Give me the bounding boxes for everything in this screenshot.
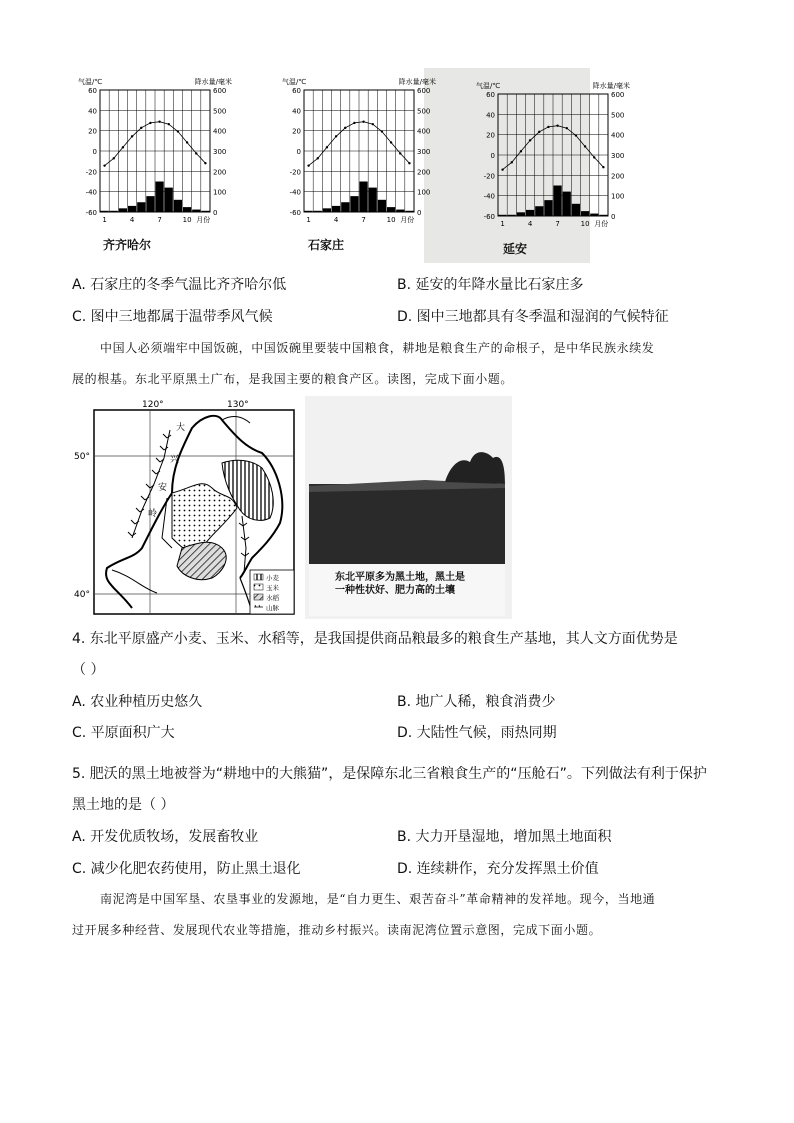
precip-bar [369,188,377,212]
y-right-tick: 300 [213,148,227,156]
mountain-char-1: 大 [176,423,186,433]
precip-bar [314,211,322,212]
y-left-tick: -40 [483,192,495,201]
y-left-tick: 20 [292,127,301,136]
intro1-line2: 展的根基。东北平原黑土广布，是我国主要的粮食产区。读图，完成下面小题。 [72,372,514,386]
y-left-tick: 40 [88,107,97,116]
x-tick: 1 [500,220,505,228]
q5-option-c[interactable]: C. 减少化肥农药使用，防止黑土退化 [72,861,301,877]
y-left-tick: -40 [289,188,301,197]
x-tick: 10 [580,220,590,228]
lon-130-label: 130° [227,400,249,410]
x-axis-unit: 月份 [594,220,609,228]
precip-bar [360,182,368,213]
precip-bar [156,182,164,213]
y-left-label: 气温/℃ [282,78,307,86]
city-label-qiqihar: 齐齐哈尔 [103,238,152,252]
precip-bar [508,215,516,216]
x-tick: 7 [361,216,366,224]
y-right-tick: 600 [417,87,431,95]
legend-rice-swatch [254,594,263,600]
precip-bar [378,200,386,212]
y-left-tick: 60 [88,87,97,95]
y-right-label: 降水量/毫米 [194,78,232,86]
intro2-line1: 南泥湾是中国军垦、农垦事业的发源地，是“自力更生、艰苦奋斗”革命精神的发祥地。现今，当地通 [100,892,656,906]
intro1-line1: 中国人必须端牢中国饭碗，中国饭碗里要装中国粮食，耕地是粮食生产的命根子，是中华民族永续发 [100,341,655,355]
y-right-tick: 400 [417,127,431,136]
legend-wheat-swatch [254,574,263,580]
precip-bar [201,211,209,212]
q4-option-a[interactable]: A. 农业种植历史悠久 [72,694,203,710]
mountain-char-2: 兴 [170,455,180,465]
precip-bar [341,202,349,212]
y-right-tick: 100 [611,192,625,201]
q5-option-b[interactable]: B. 大力开垦湿地，增加黑土地面积 [397,829,612,845]
intro2-line2: 过开展多种经营、发展现代农业等措施，推动乡村振兴。读南泥湾位置示意图，完成下面小题。 [72,923,602,937]
precip-bar [544,200,552,216]
precip-bar [183,207,191,212]
x-tick: 10 [182,216,192,224]
q4-option-b[interactable]: B. 地广人稀，粮食消费少 [397,694,556,710]
y-right-tick: 300 [417,148,431,156]
y-right-tick: 100 [417,188,431,197]
q5-stem-line2: 黑土地的是（ ） [72,797,175,813]
lat-50-label: 50° [74,452,90,462]
precip-bar [563,192,571,216]
q3-option-c[interactable]: C. 图中三地都属于温带季风气候 [72,309,273,325]
precip-bar [110,211,118,212]
q3-option-a[interactable]: A. 石家庄的冬季气温比齐齐哈尔低 [72,277,287,293]
lat-40-label: 40° [74,590,90,600]
y-left-label: 气温/℃ [476,82,501,90]
y-left-tick: -20 [483,172,495,181]
y-left-label: 气温/℃ [78,78,103,86]
climate-chart-2 [282,77,436,224]
y-left-tick: -60 [85,209,97,217]
q5-option-a[interactable]: A. 开发优质牧场，发展畜牧业 [72,829,259,845]
y-left-tick: -20 [289,168,301,177]
precip-bar [146,196,154,212]
y-left-tick: 40 [292,107,301,116]
precip-bar [101,211,109,212]
x-tick: 1 [102,216,107,224]
legend-corn-swatch [254,584,263,590]
q3-option-b[interactable]: B. 延安的年降水量比石家庄多 [397,277,584,293]
y-left-tick: 20 [88,127,97,136]
y-right-tick: 0 [611,213,616,221]
precip-bar [119,208,127,212]
photo-caption-line2: 一种性状好、肥力高的土壤 [335,585,455,596]
precip-bar [174,200,182,212]
y-right-tick: 500 [213,107,227,116]
x-tick: 10 [386,216,396,224]
x-tick: 4 [129,216,135,224]
y-right-tick: 600 [611,91,625,99]
q4-stem-line2: （ ） [72,662,105,678]
q5-stem-line1: 5. 肥沃的黑土地被誉为“耕地中的大熊猫”，是保障东北三省粮食生产的“压舱石”。下列做法有利于保护 [72,766,707,782]
precip-bar [332,206,340,212]
y-left-tick: -60 [483,213,495,221]
northeast-map [72,398,302,620]
x-axis-unit: 月份 [196,216,211,224]
legend-corn-label: 玉米 [266,584,279,592]
y-left-tick: 20 [486,131,495,140]
x-tick: 7 [157,216,162,224]
map-legend [250,570,294,614]
y-right-tick: 400 [213,127,227,136]
y-left-tick: 40 [486,111,495,120]
y-right-tick: 500 [611,111,625,120]
city-label-shijiazhuang: 石家庄 [308,238,345,252]
y-left-tick: 0 [92,148,97,156]
y-right-tick: 500 [417,107,431,116]
precip-bar [590,214,598,216]
x-tick: 4 [333,216,339,224]
photo-field [309,484,505,566]
precip-bar [405,211,413,212]
y-right-label: 降水量/毫米 [398,78,436,86]
precip-bar [165,188,173,212]
precip-bar [572,204,580,216]
precip-bar [137,202,145,212]
precip-bar [535,206,543,216]
precip-bar [192,210,200,212]
city-label-yanan: 延安 [503,242,528,256]
lon-120-label: 120° [142,400,164,410]
q4-stem-line1: 4. 东北平原盛产小麦、玉米、水稻等，是我国提供商品粮最多的粮食生产基地，其人文方面优势是 [72,631,678,647]
q4-option-d[interactable]: D. 大陆性气候，雨热同期 [397,725,557,741]
y-right-tick: 0 [213,209,218,217]
mountain-char-3: 安 [158,483,168,493]
y-right-tick: 400 [611,131,625,140]
y-left-tick: 60 [486,91,495,99]
y-left-tick: -40 [85,188,97,197]
y-right-tick: 200 [417,168,431,177]
precip-bar [305,211,313,212]
legend-mountain-label: 山脉 [266,604,279,612]
legend-wheat-label: 小麦 [266,574,279,582]
precip-bar [350,196,358,212]
y-right-tick: 0 [417,209,422,217]
y-left-tick: 0 [490,152,495,160]
mountain-char-4: 岭 [148,509,158,519]
precip-bar [526,210,534,216]
x-tick: 1 [306,216,311,224]
precip-bar [323,208,331,212]
y-left-tick: -60 [289,209,301,217]
x-tick: 7 [555,220,560,228]
q4-option-c[interactable]: C. 平原面积广大 [72,725,175,741]
precip-bar [499,215,507,216]
y-right-tick: 100 [213,188,227,197]
y-right-label: 降水量/毫米 [592,82,630,90]
precip-bar [599,215,607,216]
climate-chart-1 [78,77,232,224]
precip-bar [396,210,404,212]
legend-rice-label: 水稻 [266,594,279,602]
precip-bar [554,186,562,217]
y-right-tick: 300 [611,152,625,160]
q3-option-d[interactable]: D. 图中三地都具有冬季温和湿润的气候特征 [397,309,669,325]
y-left-tick: -20 [85,168,97,177]
y-right-tick: 200 [213,168,227,177]
photo-caption-line1: 东北平原多为黑土地，黑土是 [335,572,465,583]
y-right-tick: 600 [213,87,227,95]
precip-bar [387,207,395,212]
precip-bar [128,206,136,212]
x-tick: 4 [527,220,533,228]
y-left-tick: 0 [296,148,301,156]
y-right-tick: 200 [611,172,625,181]
precip-bar [581,211,589,216]
q5-option-d[interactable]: D. 连续耕作，充分发挥黑土价值 [397,861,599,877]
x-axis-unit: 月份 [400,216,415,224]
precip-bar [517,212,525,216]
black-soil-photo [305,396,512,619]
y-left-tick: 60 [292,87,301,95]
